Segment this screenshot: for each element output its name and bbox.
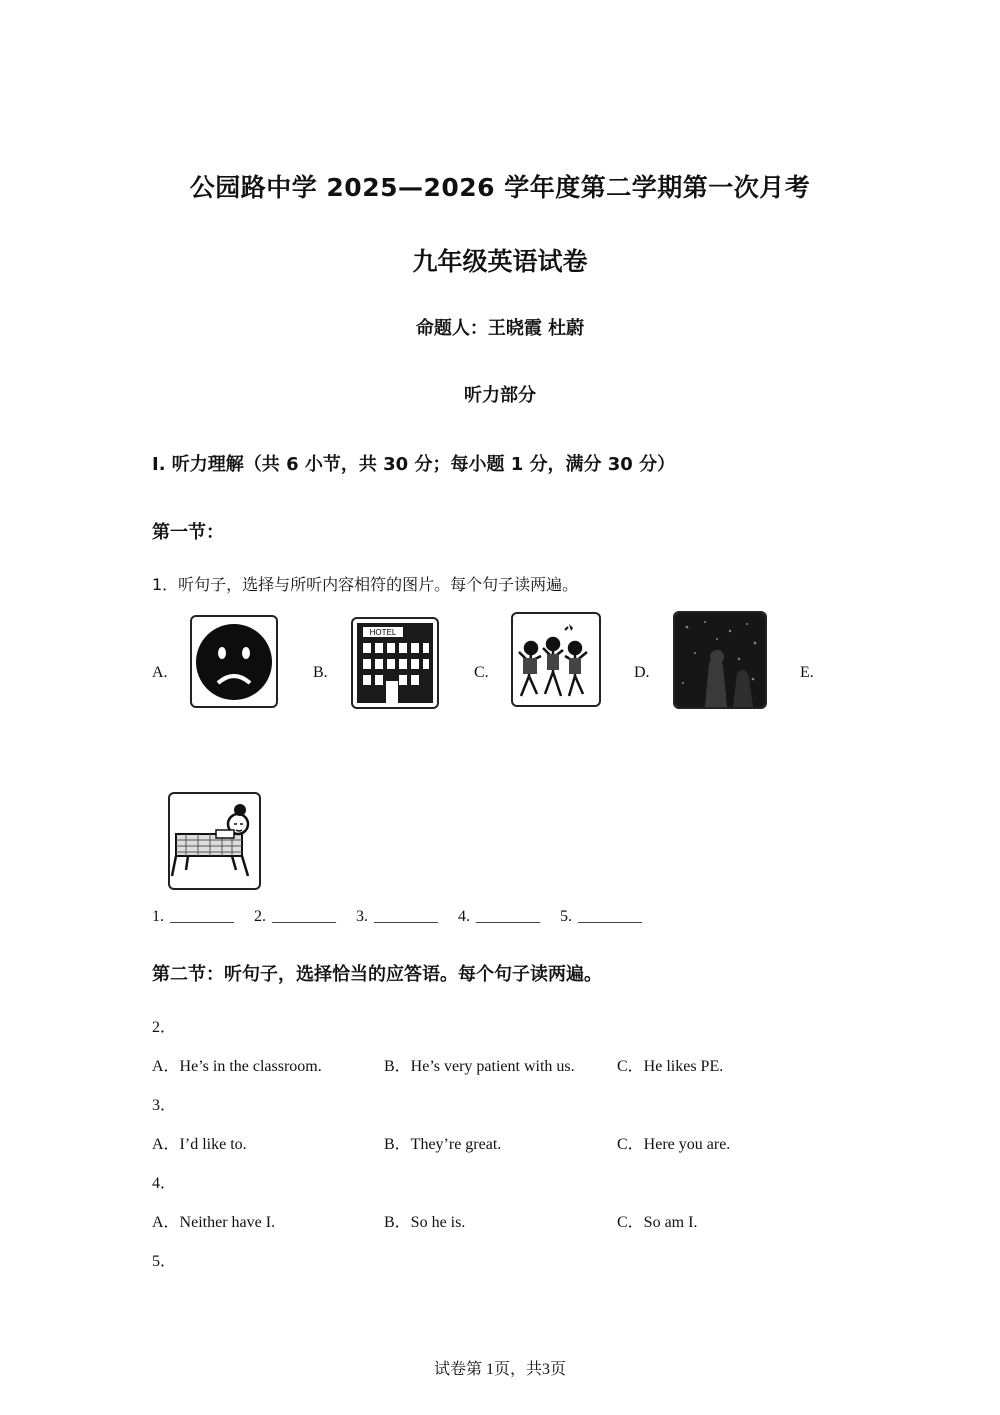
hotel-sign-text: HOTEL [369, 628, 397, 637]
answer-blank-1[interactable]: 1. ________ [152, 908, 234, 925]
exam-subtitle: 九年级英语试卷 [412, 247, 588, 276]
part-heading: 听力部分 [464, 385, 536, 406]
answer-blanks [152, 908, 656, 926]
picture-label-b: B. [313, 664, 328, 681]
picture-label-e: E. [800, 664, 814, 681]
question-3-number: 3． [152, 1097, 177, 1114]
answer-blank-2[interactable]: 2. ________ [254, 908, 336, 925]
exam-authors: 命题人：王晓霞 杜蔚 [415, 318, 585, 339]
exam-title: 公园路中学 2025—2026 学年度第二学期第一次月考 [189, 173, 811, 202]
page-footer: 试卷第 1页，共3页 [433, 1361, 566, 1378]
question-3-option-c[interactable]: C．Here you are. [617, 1136, 731, 1153]
question-2-option-b[interactable]: B．He’s very patient with us. [384, 1058, 575, 1075]
hotel-building-icon [351, 617, 439, 709]
question-3-option-b[interactable]: B．They’re great. [384, 1136, 502, 1153]
question-2-option-c[interactable]: C．He likes PE. [617, 1058, 724, 1075]
question-2-option-a[interactable]: A．He’s in the classroom. [152, 1058, 322, 1075]
question-4-option-a[interactable]: A．Neither have I. [152, 1214, 276, 1231]
question-2-number: 2． [152, 1019, 177, 1036]
dancing-people-icon [511, 612, 601, 707]
answer-blank-4[interactable]: 4. ________ [458, 908, 540, 925]
picture-label-c: C. [474, 664, 489, 681]
sleeping-in-bed-icon [168, 792, 261, 890]
answer-blank-3[interactable]: 3. ________ [356, 908, 438, 925]
picture-label-d: D. [634, 664, 650, 681]
question-4-option-c[interactable]: C．So am I. [617, 1214, 698, 1231]
section-1-subheading: 第一节： [152, 522, 224, 543]
dark-scene-icon [673, 611, 767, 709]
answer-blank-5[interactable]: 5. ________ [560, 908, 642, 925]
question-4-number: 4． [152, 1175, 177, 1192]
question-3-option-a[interactable]: A．I’d like to. [152, 1136, 247, 1153]
picture-label-a: A. [152, 664, 168, 681]
sad-face-icon [190, 615, 278, 708]
question-1-instruction: 1．听句子，选择与所听内容相符的图片。每个句子读两遍。 [152, 575, 579, 594]
section-2-heading: 第二节：听句子，选择恰当的应答语。每个句子读两遍。 [152, 964, 602, 985]
section-1-heading: I. 听力理解（共 6 小节，共 30 分；每小题 1 分，满分 30 分） [152, 454, 676, 475]
question-5-number: 5． [152, 1253, 177, 1270]
question-4-option-b[interactable]: B．So he is. [384, 1214, 466, 1231]
